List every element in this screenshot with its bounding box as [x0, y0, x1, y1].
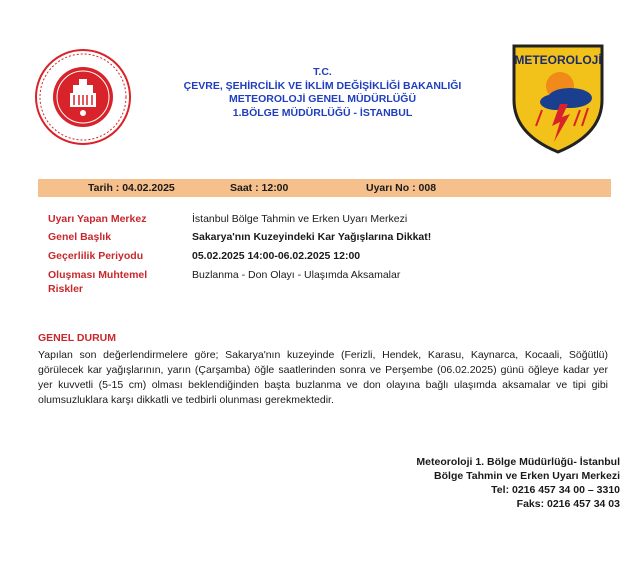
meteoroloji-logo-text: METEOROLOJİ — [514, 53, 602, 67]
header-region: 1.BÖLGE MÜDÜRLÜĞÜ - İSTANBUL — [232, 106, 413, 119]
date-field: Tarih : 04.02.2025 — [88, 182, 175, 194]
time-field: Saat : 12:00 — [230, 182, 289, 194]
ministry-seal-icon — [33, 47, 133, 147]
header-directorate: METEOROLOJİ GENEL MÜDÜRLÜĞÜ — [228, 93, 417, 105]
info-bar — [38, 179, 611, 197]
general-text: Yapılan son değerlendirmelere göre; Sakarya'nın kuzeyinde (Ferizli, Hendek, Karasu, Kaynarca, Kocaali, Söğütlü) görülecek kar yağışlarının, yarın (Çarşamba) öğle saatlerinden sonra ve Perşembe (06.02.2025) günü öğleye kadar yer yer kuvvetli (5-15 cm) olması beklendiğinden başta buzlanma ve don olayına bağlı ulaşımda aksamalar ve tipi gibi olumsuzluklara karşı dikkatli ve tedbirli olunması gerekmektedir. — [38, 349, 608, 406]
footer-contact — [416, 455, 620, 511]
detail-label: Uyarı Yapan Merkez — [48, 213, 147, 225]
detail-value: 05.02.2025 14:00-06.02.2025 12:00 — [192, 250, 361, 262]
warning-number-field: Uyarı No : 008 — [366, 182, 437, 194]
meteoroloji-shield-icon — [508, 42, 608, 154]
footer-phone: Tel: 0216 457 34 00 – 3310 — [491, 484, 620, 496]
detail-label: Oluşması Muhtemel Riskler — [48, 269, 148, 295]
footer-fax: Faks: 0216 457 34 03 — [516, 498, 620, 510]
header-ministry: ÇEVRE, ŞEHİRCİLİK VE İKLİM DEĞİŞİKLİĞİ BAKANLIĞI — [183, 79, 462, 92]
detail-label: Geçerlilik Periyodu — [48, 250, 144, 262]
document-header — [150, 66, 495, 120]
footer-center: Bölge Tahmin ve Erken Uyarı Merkezi — [434, 470, 620, 482]
header-tc: T.C. — [313, 66, 332, 78]
detail-label: Genel Başlık — [48, 231, 112, 243]
footer-office: Meteoroloji 1. Bölge Müdürlüğü- İstanbul — [416, 456, 620, 468]
detail-value: Buzlanma - Don Olayı - Ulaşımda Aksamalar — [192, 269, 401, 281]
general-title: GENEL DURUM — [38, 332, 116, 344]
detail-value: Sakarya'nın Kuzeyindeki Kar Yağışlarına Dikkat! — [192, 231, 432, 243]
detail-value: İstanbul Bölge Tahmin ve Erken Uyarı Merkezi — [192, 213, 408, 225]
